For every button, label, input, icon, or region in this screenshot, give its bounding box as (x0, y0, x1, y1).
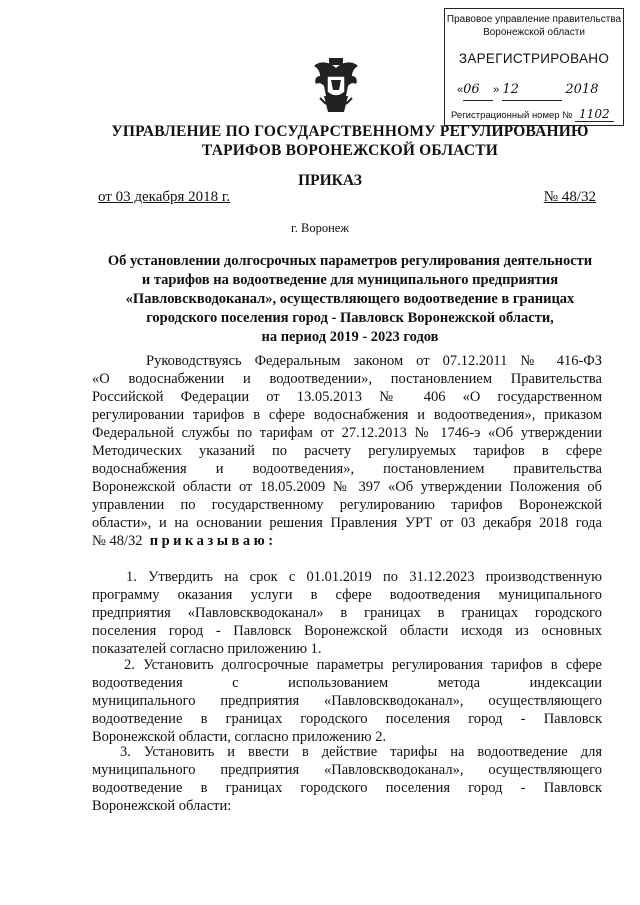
text-line: муниципального предприятия «Павловскводоканал», осуществляющего (92, 762, 602, 778)
text-line: управлении по государственному регулированию тарифов Воронежской (92, 497, 602, 513)
text-line: водоотведение в границах городского поселения город - Павловск (92, 780, 602, 796)
text-line: 1. Утвердить на срок с 01.01.2019 по 31.12.2023 производственную (126, 569, 602, 585)
title-line: Об установлении долгосрочных параметров регулирования деятельности (107, 253, 593, 269)
title-line: на период 2019 - 2023 годов (261, 329, 439, 345)
text-line: водоотведения с использованием метода индексации (92, 675, 602, 691)
order-title (80, 252, 620, 347)
stamp-month: 12 (502, 82, 562, 101)
text-line: водоотведение в границах городского поселения город - Павловск (92, 711, 602, 727)
text-line: Методических указаний по расчету регулируемых тарифов в сфере (92, 443, 602, 459)
text-line: Руководствуясь Федеральным законом от 07.12.2011 № 416-ФЗ (146, 353, 602, 369)
stamp-reg-label: Регистрационный номер № (451, 110, 573, 121)
text-line: Воронежской области от 18.05.2009 № 397 «Об утверждении Положения об (92, 479, 602, 495)
stamp-day: 06 (463, 82, 493, 101)
stamp-reg-number (451, 107, 614, 121)
text-line: показателей согласно приложению 1. (92, 641, 322, 657)
authority-name-line1: УПРАВЛЕНИЕ ПО ГОСУДАРСТВЕННОМУ РЕГУЛИРОВАНИЮ (111, 123, 589, 140)
title-line: городского поселения город - Павловск Воронежской области, (146, 310, 554, 326)
registration-stamp (444, 8, 624, 126)
stamp-registered: ЗАРЕГИСТРИРОВАНО (458, 51, 610, 66)
text-line: «О водоснабжении и водоотведении», постановлением Правительства (92, 371, 602, 387)
item-1-paragraph (92, 568, 602, 658)
text-line: регулировании тарифов в сфере водоснабжения и водоотведения», приказом (92, 407, 602, 423)
preamble-paragraph (92, 352, 602, 550)
authority-name-line2: ТАРИФОВ ВОРОНЕЖСКОЙ ОБЛАСТИ (201, 142, 499, 159)
stamp-org-line2: Воронежской области (483, 27, 585, 38)
title-line: и тарифов на водоотведение для муниципального предприятия (141, 272, 559, 288)
text-line: Воронежской области, согласно приложению 2. (92, 729, 387, 745)
stamp-organization (445, 13, 623, 39)
text-line: программу оказания услуги в сфере водоотведения муниципального (92, 587, 602, 603)
text-line (92, 532, 602, 550)
text-line: муниципального предприятия «Павловскводоканал», осуществляющего (92, 693, 602, 709)
stamp-org-line1: Правовое управление правительства (446, 14, 622, 25)
item-2-paragraph (92, 656, 602, 746)
order-verb: приказываю: (149, 533, 277, 549)
text-line: поселения город - Павловск Воронежской области исходя из основных (92, 623, 602, 639)
coat-of-arms-icon (312, 54, 360, 114)
preamble-number: № 48/32 (92, 533, 143, 549)
stamp-date: «06 » 12 2018 (457, 82, 615, 101)
item-3-paragraph (92, 743, 602, 815)
city: г. Воронеж (291, 221, 349, 235)
title-line: «Павловскводоканал», осуществляющего водоотведение в границах (125, 291, 575, 307)
text-line: Федеральной службы по тарифам от 27.12.2013 № 1746-э «Об утверждении (92, 425, 602, 441)
document-type: ПРИКАЗ (298, 172, 362, 189)
order-number: № 48/32 (543, 189, 596, 205)
text-line: 3. Установить и ввести в действие тарифы на водоотведение для (120, 744, 602, 760)
text-line: водоснабжения и водоотведения», постановлением правительства (92, 461, 602, 477)
order-date: от 03 декабря 2018 г. (98, 189, 231, 205)
text-line: 2. Установить долгосрочные параметры регулирования тарифов в сфере (124, 657, 602, 673)
stamp-year: 2018 (565, 82, 599, 97)
text-line: Российской Федерации от 13.05.2013 № 406 «О государственном (92, 389, 602, 405)
text-line: Воронежской области: (92, 798, 232, 814)
text-line: предприятия «Павловскводоканал» в границах в границах городского (92, 605, 602, 621)
text-line: области», и на основании решения Правления УРТ от 03 декабря 2018 года (92, 515, 602, 531)
stamp-reg-value: 1102 (575, 107, 614, 122)
